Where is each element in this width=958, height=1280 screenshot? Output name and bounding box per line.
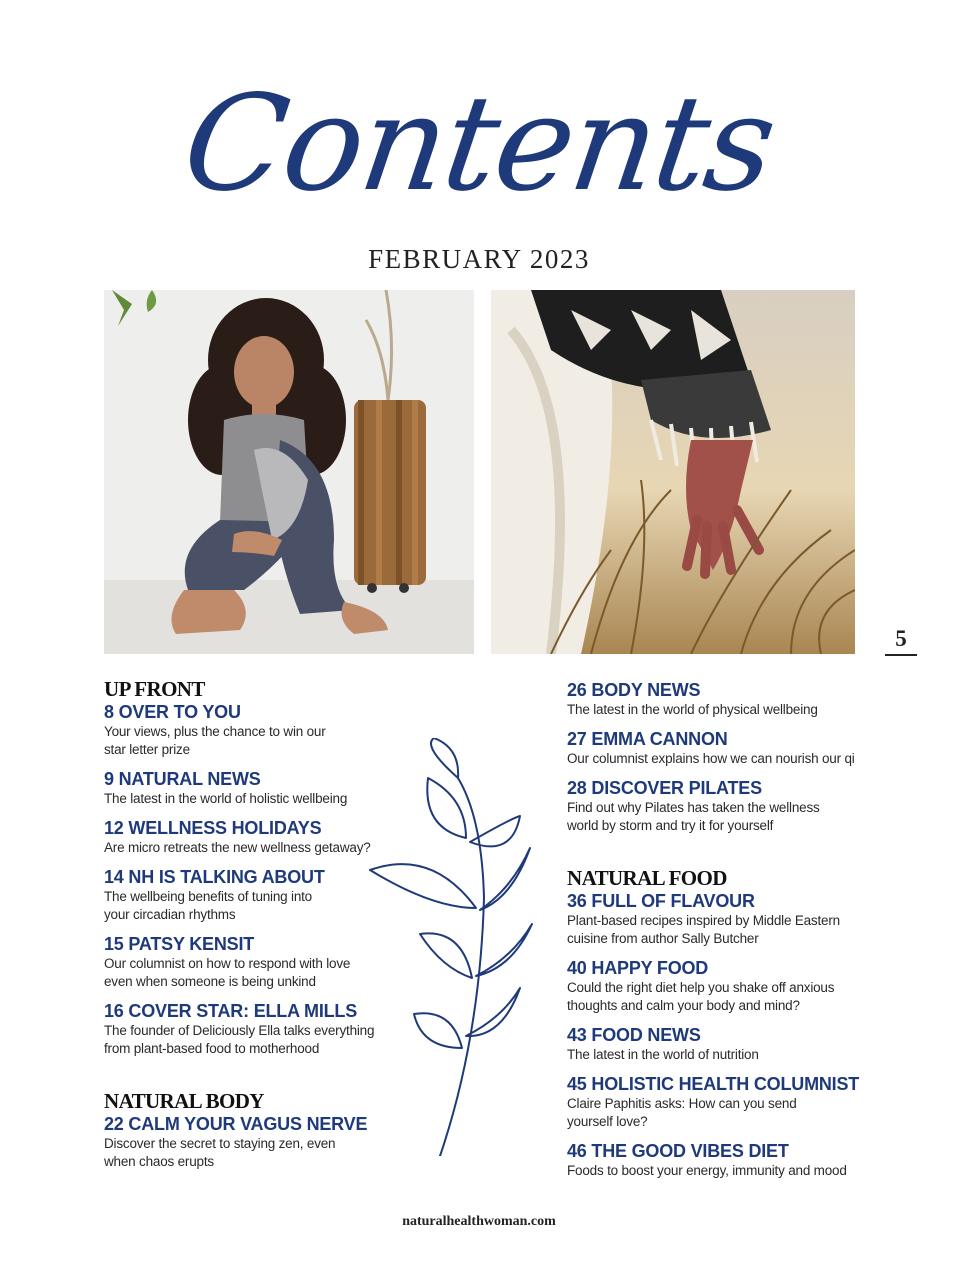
- grass-hand-photo: [491, 290, 855, 654]
- entry-heading[interactable]: 15 PATSY KENSIT: [104, 934, 255, 954]
- entry-heading[interactable]: 22 CALM YOUR VAGUS NERVE: [104, 1114, 368, 1134]
- contents-entry[interactable]: [104, 768, 414, 808]
- entry-heading[interactable]: 26 BODY NEWS: [567, 680, 701, 700]
- entry-heading[interactable]: 28 DISCOVER PILATES: [567, 778, 762, 798]
- contents-entry[interactable]: [104, 933, 414, 991]
- contents-entry[interactable]: [104, 866, 414, 924]
- entry-description: Discover the secret to staying zen, even when chaos erupts: [104, 1136, 336, 1169]
- contents-entry[interactable]: [567, 957, 867, 1015]
- section-title-natural-food: NATURAL FOOD: [567, 866, 727, 890]
- entry-description: The wellbeing benefits of tuning into your circadian rhythms: [104, 889, 312, 922]
- entry-description: Are micro retreats the new wellness getaway?: [104, 840, 371, 855]
- entry-heading[interactable]: 12 WELLNESS HOLIDAYS: [104, 818, 322, 838]
- contents-column-right: [567, 679, 867, 1189]
- entry-description: Claire Paphitis asks: How can you send yourself love?: [567, 1096, 797, 1129]
- contents-entry[interactable]: [104, 701, 414, 759]
- contents-entry[interactable]: [567, 679, 867, 719]
- contents-entry[interactable]: [104, 1113, 414, 1171]
- contents-entry[interactable]: [567, 728, 867, 768]
- contents-column-left: [104, 677, 414, 1180]
- website-url[interactable]: naturalhealthwoman.com: [402, 1214, 556, 1229]
- contents-entry[interactable]: [567, 777, 867, 835]
- entry-description: The latest in the world of physical wellbeing: [567, 702, 818, 717]
- issue-date: FEBRUARY 2023: [368, 244, 590, 274]
- entry-description: Plant-based recipes inspired by Middle Eastern cuisine from author Sally Butcher: [567, 913, 840, 946]
- section-title-up-front: UP FRONT: [104, 677, 205, 701]
- entry-description: Foods to boost your energy, immunity and mood: [567, 1163, 847, 1178]
- contents-entry[interactable]: [104, 1000, 414, 1058]
- contents-entry[interactable]: [567, 1024, 867, 1064]
- page-title: Contents: [174, 67, 784, 221]
- entry-description: The latest in the world of nutrition: [567, 1047, 759, 1062]
- entry-heading[interactable]: 40 HAPPY FOOD: [567, 958, 709, 978]
- entry-heading[interactable]: 16 COVER STAR: ELLA MILLS: [104, 1001, 358, 1021]
- entry-heading[interactable]: 46 THE GOOD VIBES DIET: [567, 1141, 789, 1161]
- entry-description: Your views, plus the chance to win our star letter prize: [104, 724, 326, 757]
- section-title-natural-body: NATURAL BODY: [104, 1089, 264, 1113]
- entry-description: Could the right diet help you shake off anxious thoughts and calm your body and mind?: [567, 980, 835, 1013]
- entry-description: The latest in the world of holistic wellbeing: [104, 791, 348, 806]
- entry-heading[interactable]: 8 OVER TO YOU: [104, 702, 241, 722]
- entry-heading[interactable]: 14 NH IS TALKING ABOUT: [104, 867, 325, 887]
- entry-description: Our columnist on how to respond with love even when someone is being unkind: [104, 956, 351, 989]
- entry-heading[interactable]: 43 FOOD NEWS: [567, 1025, 701, 1045]
- entry-description: Our columnist explains how we can nourish our qi: [567, 751, 855, 766]
- contents-entry[interactable]: [567, 1073, 867, 1131]
- entry-heading[interactable]: 36 FULL OF FLAVOUR: [567, 891, 755, 911]
- contents-entry[interactable]: [567, 890, 867, 948]
- entry-heading[interactable]: 45 HOLISTIC HEALTH COLUMNIST: [567, 1074, 860, 1094]
- contents-entry[interactable]: [104, 817, 414, 857]
- entry-heading[interactable]: 9 NATURAL NEWS: [104, 769, 261, 789]
- contents-entry[interactable]: [567, 1140, 867, 1180]
- page-number: 5: [885, 626, 917, 656]
- entry-description: Find out why Pilates has taken the wellness world by storm and try it for yourself: [567, 800, 820, 833]
- entry-description: The founder of Deliciously Ella talks everything from plant-based food to motherhood: [104, 1023, 375, 1056]
- cover-star-photo: [104, 290, 474, 654]
- entry-heading[interactable]: 27 EMMA CANNON: [567, 729, 728, 749]
